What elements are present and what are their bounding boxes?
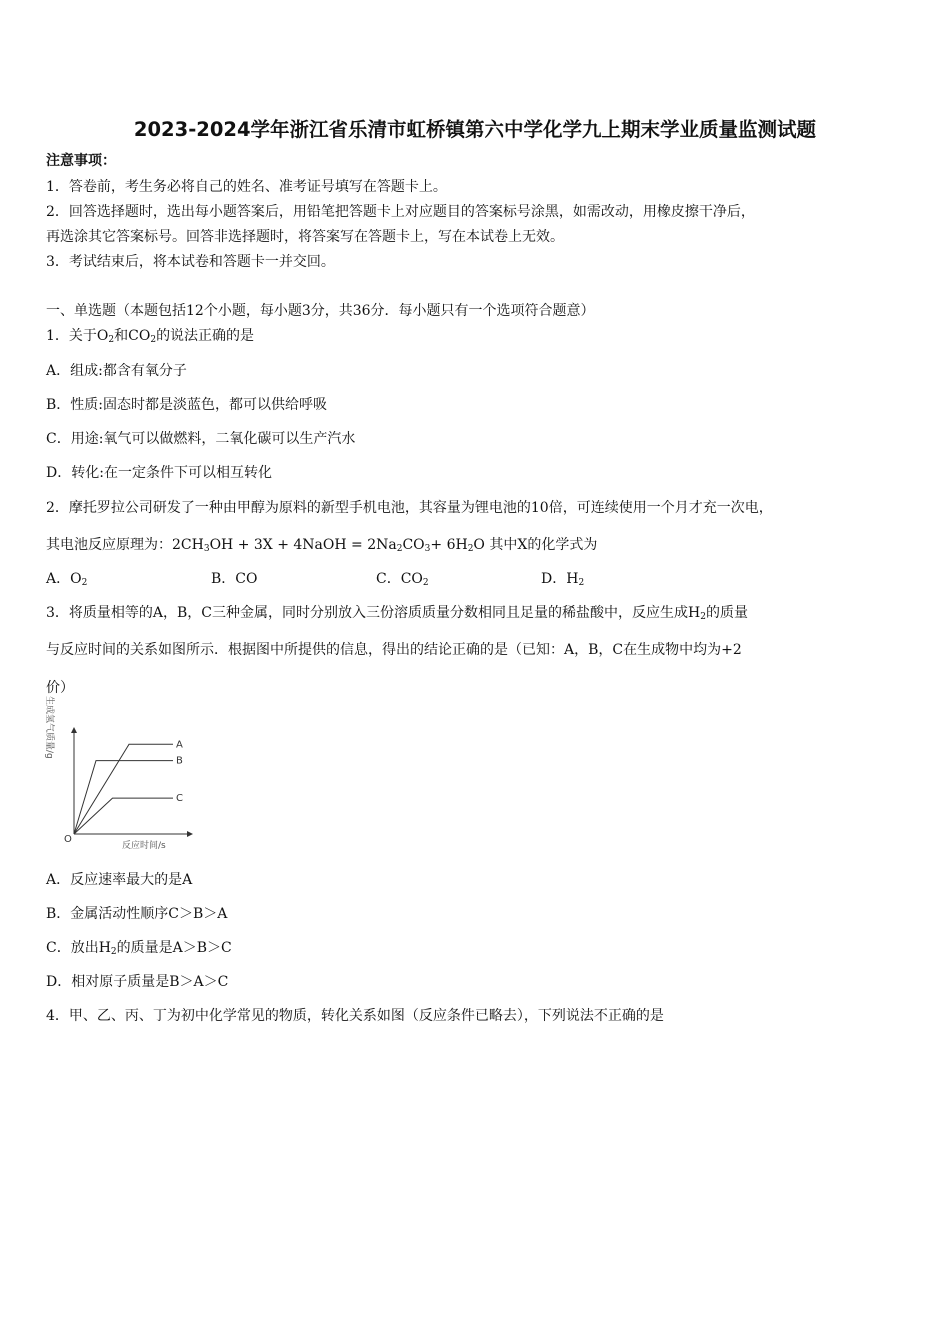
section-heading: 一、单选题（本题包括12个小题，每小题3分，共36分．每小题只有一个选项符合题意）: [46, 303, 595, 319]
series-label-c: C: [176, 793, 183, 805]
series-line-b: [74, 761, 173, 834]
question-1-option-d: D．转化:在一定条件下可以相互转化: [46, 465, 272, 481]
question-4-stem: 4．甲、乙、丙、丁为初中化学常见的物质，转化关系如图（反应条件已略去），下列说法不正确的是: [46, 1008, 664, 1024]
question-3-option-a: A．反应速率最大的是A: [46, 872, 193, 888]
question-2-option-a: A．$O_2$: [46, 571, 88, 588]
notice-item: 1．答卷前，考生务必将自己的姓名、准考证号填写在答题卡上。: [46, 179, 447, 195]
notice-item: 再选涂其它答案标号。回答非选择题时，将答案写在答题卡上，写在本试卷上无效。: [46, 229, 564, 245]
question-3-option-d: D．相对原子质量是B＞A＞C: [46, 974, 229, 990]
question-3-option-c: C．放出$H_2$的质量是A＞B＞C: [46, 940, 232, 957]
question-2-options: [46, 569, 584, 589]
series-line-c: [74, 798, 173, 834]
question-2-stem: 2．摩托罗拉公司研发了一种由甲醇为原料的新型手机电池，其容量为锂电池的10倍，可连续使用一个月才充一次电，: [46, 500, 773, 516]
question-2-option-b: B．CO: [211, 571, 258, 587]
question-2-equation: 其电池反应原理为：$2CH_3OH + 3X$ + 4NaOH = $2Na_2CO_3+ 6H_2O$ 其中X的化学式为: [46, 537, 598, 554]
notice-heading: 注意事项：: [46, 153, 116, 169]
question-3-stem-2: 与反应时间的关系如图所示．根据图中所提供的信息，得出的结论正确的是（已知：A，B，C在生成物中均为+2: [46, 642, 742, 658]
notice-item: 3．考试结束后，将本试卷和答题卡一并交回。: [46, 254, 335, 270]
h2-mass-time-graph: [44, 696, 198, 854]
notice-item: 2．回答选择题时，选出每小题答案后，用铅笔把答题卡上对应题目的答案标号涂黑，如需改动，用橡皮擦干净后，: [46, 204, 755, 220]
origin-label: O: [64, 834, 72, 845]
question-3-stem-3: 价）: [46, 680, 74, 696]
question-1-option-b: B．性质:固态时都是淡蓝色，都可以供给呼吸: [46, 397, 328, 413]
question-2-option-d: D．$H_2$: [541, 571, 585, 588]
question-2-option-c: C．$CO_2$: [376, 571, 429, 588]
x-axis-label: 反应时间/s: [122, 841, 166, 851]
question-3-option-b: B．金属活动性顺序C＞B＞A: [46, 906, 228, 922]
series-label-a: A: [176, 739, 183, 751]
series-label-b: B: [176, 755, 183, 767]
y-axis-label: 生成氢气质量/g: [44, 696, 54, 759]
question-3-stem: 3．将质量相等的A，B，C三种金属，同时分别放入三份溶质质量分数相同且足量的稀盐酸中，反应生成$H_2$的质量: [46, 605, 748, 622]
question-1-option-a: A．组成:都含有氧分子: [46, 363, 187, 379]
page-title: 2023-2024学年浙江省乐清市虹桥镇第六中学化学九上期末学业质量监测试题: [133, 118, 817, 141]
question-1-option-c: C．用途:氧气可以做燃料，二氧化碳可以生产汽水: [46, 431, 356, 447]
question-1-stem: 1．关于$O_2$和$CO_2$的说法正确的是: [46, 328, 255, 345]
